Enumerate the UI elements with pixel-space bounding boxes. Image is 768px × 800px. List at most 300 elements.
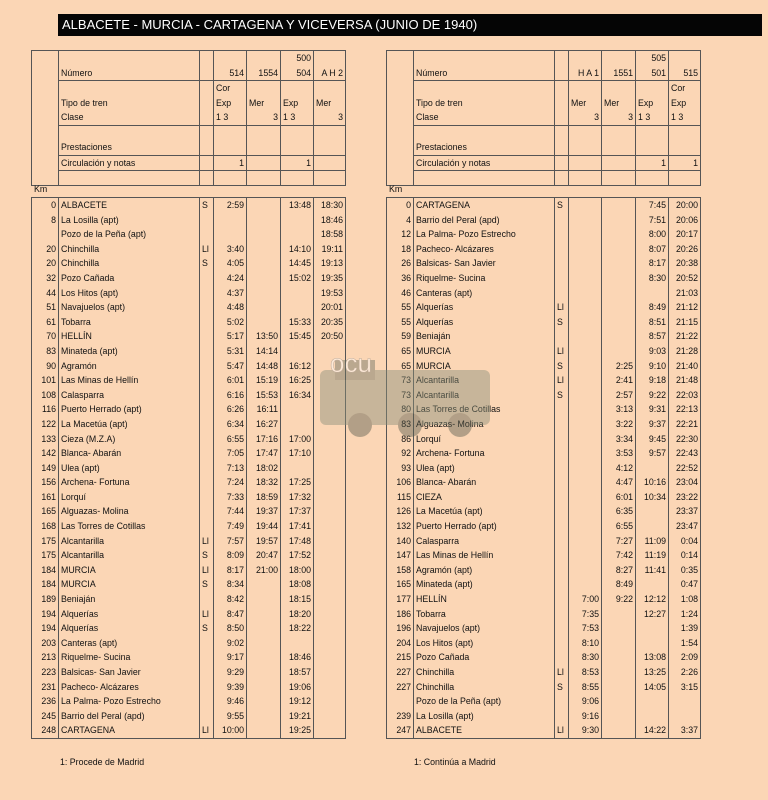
time-cell: 19:25 [281, 723, 314, 738]
header-row [32, 171, 346, 186]
table-row [32, 577, 346, 592]
time-cell: 3:34 [602, 432, 636, 447]
time-cell: 16:11 [247, 402, 281, 417]
km-cell: 73 [387, 388, 414, 403]
table-row [387, 300, 701, 315]
header-km-cell [32, 155, 59, 171]
time-cell: 18:46 [314, 213, 346, 228]
table-row [32, 242, 346, 257]
header-label [414, 171, 555, 186]
time-cell [569, 446, 602, 461]
km-cell: 194 [32, 621, 59, 636]
time-cell [569, 315, 602, 330]
header-train-cell [281, 81, 314, 96]
time-cell: 0:47 [669, 577, 701, 592]
station-name: Blanca- Abarán [59, 446, 200, 461]
table-row [32, 446, 346, 461]
time-cell [214, 227, 247, 242]
time-cell [281, 227, 314, 242]
header-train-cell [669, 125, 701, 140]
time-cell: 4:47 [602, 475, 636, 490]
table-row [32, 359, 346, 374]
time-cell: 19:37 [247, 504, 281, 519]
km-cell: 115 [387, 490, 414, 505]
station-name: Puerto Herrado (apt) [59, 402, 200, 417]
time-cell [314, 563, 346, 578]
km-cell: 59 [387, 329, 414, 344]
time-cell: 22:52 [669, 461, 701, 476]
time-cell [314, 577, 346, 592]
arrival-departure-mark [200, 709, 214, 724]
table-row [32, 475, 346, 490]
header-mark-cell [555, 155, 569, 171]
station-name: Calasparra [414, 534, 555, 549]
time-cell [602, 607, 636, 622]
time-cell: 2:26 [669, 665, 701, 680]
time-cell [602, 723, 636, 738]
header-train-cell [569, 51, 602, 66]
arrival-departure-mark [555, 475, 569, 490]
table-row [387, 592, 701, 607]
km-cell: 168 [32, 519, 59, 534]
arrival-departure-mark [555, 256, 569, 271]
table-row [387, 461, 701, 476]
header-train-cell: 1 3 [669, 110, 701, 125]
time-cell: 7:05 [214, 446, 247, 461]
header-train-cell [214, 51, 247, 66]
km-cell: 0 [387, 198, 414, 213]
time-cell: 9:37 [636, 417, 669, 432]
time-cell [569, 417, 602, 432]
km-cell: 46 [387, 286, 414, 301]
time-cell [281, 402, 314, 417]
time-cell: 6:35 [602, 504, 636, 519]
time-cell: 7:57 [214, 534, 247, 549]
station-name: Agramón (apt) [414, 563, 555, 578]
time-cell: 9:17 [214, 650, 247, 665]
table-row [32, 256, 346, 271]
header-train-cell [602, 140, 636, 155]
km-cell: 227 [387, 665, 414, 680]
header-mark-cell [200, 155, 214, 171]
time-cell [247, 592, 281, 607]
arrival-departure-mark: S [200, 256, 214, 271]
station-name: Canteras (apt) [414, 286, 555, 301]
arrival-departure-mark [200, 504, 214, 519]
arrival-departure-mark: S [200, 621, 214, 636]
arrival-departure-mark [200, 344, 214, 359]
header-row [387, 81, 701, 96]
arrival-departure-mark [555, 636, 569, 651]
time-cell: 19:44 [247, 519, 281, 534]
time-cell: 15:53 [247, 388, 281, 403]
time-cell [569, 344, 602, 359]
header-train-type: Exp [636, 96, 669, 111]
time-cell: 22:03 [669, 388, 701, 403]
time-cell: 2:59 [214, 198, 247, 213]
time-cell [314, 402, 346, 417]
time-cell: 23:22 [669, 490, 701, 505]
arrival-departure-mark [200, 446, 214, 461]
header-train-cell [602, 125, 636, 140]
header-row [32, 155, 346, 171]
station-name: Navajuelos (apt) [414, 621, 555, 636]
time-cell: 17:25 [281, 475, 314, 490]
header-label: Tipo de tren [59, 96, 200, 111]
arrival-departure-mark [200, 213, 214, 228]
table-row [32, 432, 346, 447]
table-row [32, 373, 346, 388]
km-cell: 4 [387, 213, 414, 228]
arrival-departure-mark: S [555, 198, 569, 213]
table-row [387, 504, 701, 519]
km-cell: 149 [32, 461, 59, 476]
km-cell: 36 [387, 271, 414, 286]
arrival-departure-mark [555, 607, 569, 622]
time-cell [569, 256, 602, 271]
header-km-cell [387, 110, 414, 125]
arrival-departure-mark [200, 694, 214, 709]
table-row [387, 534, 701, 549]
time-cell: 18:02 [247, 461, 281, 476]
arrival-departure-mark: S [555, 315, 569, 330]
header-train-cell [314, 125, 346, 140]
header-km-cell [32, 125, 59, 140]
time-cell: 14:22 [636, 723, 669, 738]
time-cell: 20:38 [669, 256, 701, 271]
time-cell: 9:16 [569, 709, 602, 724]
header-train-cell: 1 [214, 155, 247, 171]
time-cell: 9:39 [214, 680, 247, 695]
table-row [387, 286, 701, 301]
header-km-cell [387, 155, 414, 171]
time-cell: 7:33 [214, 490, 247, 505]
station-name: Riquelme- Sucina [59, 650, 200, 665]
time-cell: 19:21 [281, 709, 314, 724]
time-cell [602, 694, 636, 709]
time-cell [281, 417, 314, 432]
header-mark-cell [555, 140, 569, 155]
time-cell: 13:25 [636, 665, 669, 680]
station-name: ALBACETE [59, 198, 200, 213]
station-name: Las Torres de Cotillas [59, 519, 200, 534]
time-cell: 15:45 [281, 329, 314, 344]
arrival-departure-mark [200, 286, 214, 301]
time-cell [569, 388, 602, 403]
time-cell [569, 373, 602, 388]
time-cell: 17:32 [281, 490, 314, 505]
station-name: Puerto Herrado (apt) [414, 519, 555, 534]
station-name: Alguazas- Molina [59, 504, 200, 519]
time-cell: 4:05 [214, 256, 247, 271]
km-cell: 132 [387, 519, 414, 534]
time-cell [281, 300, 314, 315]
header-mark-cell [555, 110, 569, 125]
km-cell: 196 [387, 621, 414, 636]
km-cell: 247 [387, 723, 414, 738]
header-row [387, 171, 701, 186]
km-cell: 86 [387, 432, 414, 447]
time-cell: 9:45 [636, 432, 669, 447]
time-cell [247, 665, 281, 680]
time-cell [569, 198, 602, 213]
station-name: Los Hitos (apt) [59, 286, 200, 301]
time-cell [214, 213, 247, 228]
time-cell: 21:28 [669, 344, 701, 359]
time-cell: 5:47 [214, 359, 247, 374]
time-cell: 5:17 [214, 329, 247, 344]
header-mark-cell [200, 81, 214, 96]
arrival-departure-mark: Ll [555, 300, 569, 315]
time-cell [602, 242, 636, 257]
time-cell: 1:08 [669, 592, 701, 607]
arrival-departure-mark [555, 329, 569, 344]
table-row [387, 650, 701, 665]
station-name: Pozo Cañada [59, 271, 200, 286]
time-cell: 19:13 [314, 256, 346, 271]
header-train-cell [569, 81, 602, 96]
time-cell: 18:22 [281, 621, 314, 636]
table-row [387, 227, 701, 242]
header-train-cell [281, 171, 314, 186]
table-row [387, 519, 701, 534]
time-cell: 19:11 [314, 242, 346, 257]
station-name: Cieza (M.Z.A) [59, 432, 200, 447]
station-name: HELLÍN [414, 592, 555, 607]
time-cell: 7:13 [214, 461, 247, 476]
station-name: Alquerías [59, 607, 200, 622]
right-schedule [386, 197, 701, 739]
table-row [387, 709, 701, 724]
header-km-cell [32, 51, 59, 66]
time-cell: 17:00 [281, 432, 314, 447]
time-cell: 21:12 [669, 300, 701, 315]
arrival-departure-mark: Ll [200, 563, 214, 578]
station-name: Barrio del Peral (apd) [59, 709, 200, 724]
time-cell: 0:04 [669, 534, 701, 549]
station-name: CARTAGENA [59, 723, 200, 738]
time-cell [636, 636, 669, 651]
time-cell: 22:21 [669, 417, 701, 432]
station-name: Agramón [59, 359, 200, 374]
header-row [32, 81, 346, 96]
header-train-cell [247, 140, 281, 155]
arrival-departure-mark [555, 227, 569, 242]
header-mark-cell [555, 125, 569, 140]
station-name: Lorquí [414, 432, 555, 447]
time-cell [314, 359, 346, 374]
right-schedule-table [386, 197, 701, 739]
time-cell: 9:29 [214, 665, 247, 680]
arrival-departure-mark [200, 432, 214, 447]
time-cell [569, 286, 602, 301]
arrival-departure-mark [555, 621, 569, 636]
table-row [387, 213, 701, 228]
km-cell: 18 [387, 242, 414, 257]
time-cell: 15:33 [281, 315, 314, 330]
time-cell [314, 723, 346, 738]
header-mark-cell [555, 51, 569, 66]
table-row [387, 621, 701, 636]
time-cell: 20:26 [669, 242, 701, 257]
arrival-departure-mark [200, 519, 214, 534]
time-cell [569, 227, 602, 242]
header-mark-cell [200, 125, 214, 140]
table-row [32, 548, 346, 563]
station-name: Alcantarilla [59, 534, 200, 549]
station-name: Calasparra [59, 388, 200, 403]
km-cell: 126 [387, 504, 414, 519]
header-train-cell [636, 140, 669, 155]
header-train-cell: 3 [314, 110, 346, 125]
header-train-cell: 501 [636, 66, 669, 81]
time-cell [247, 213, 281, 228]
header-train-cell [247, 171, 281, 186]
header-train-cell [602, 171, 636, 186]
table-row [387, 388, 701, 403]
right-km-label: Km [389, 184, 403, 194]
table-row [387, 271, 701, 286]
table-row [387, 432, 701, 447]
time-cell: 13:08 [636, 650, 669, 665]
time-cell [569, 300, 602, 315]
km-cell: 186 [387, 607, 414, 622]
arrival-departure-mark [555, 577, 569, 592]
station-name: Las Minas de Hellín [414, 548, 555, 563]
km-cell: 165 [32, 504, 59, 519]
header-train-type-line1: Cor [669, 81, 701, 96]
time-cell: 18:00 [281, 563, 314, 578]
arrival-departure-mark: S [555, 680, 569, 695]
time-cell: 9:10 [636, 359, 669, 374]
km-cell: 101 [32, 373, 59, 388]
header-train-cell: A H 2 [314, 66, 346, 81]
header-row [387, 51, 701, 66]
time-cell [669, 709, 701, 724]
station-name: Canteras (apt) [59, 636, 200, 651]
header-km-cell [32, 81, 59, 96]
time-cell: 17:41 [281, 519, 314, 534]
time-cell: 9:02 [214, 636, 247, 651]
time-cell [314, 709, 346, 724]
km-cell: 142 [32, 446, 59, 461]
time-cell [247, 650, 281, 665]
header-label: Prestaciones [414, 140, 555, 155]
km-cell: 90 [32, 359, 59, 374]
time-cell: 20:17 [669, 227, 701, 242]
station-name: MURCIA [59, 577, 200, 592]
header-mark-cell [200, 51, 214, 66]
time-cell: 17:10 [281, 446, 314, 461]
time-cell: 19:06 [281, 680, 314, 695]
time-cell [314, 490, 346, 505]
header-km-cell [387, 96, 414, 111]
time-cell: 5:31 [214, 344, 247, 359]
header-train-cell [669, 171, 701, 186]
arrival-departure-mark [555, 490, 569, 505]
header-row [32, 66, 346, 81]
km-cell: 80 [387, 402, 414, 417]
arrival-departure-mark: Ll [200, 723, 214, 738]
station-name: Lorquí [59, 490, 200, 505]
time-cell [569, 490, 602, 505]
time-cell: 3:53 [602, 446, 636, 461]
time-cell: 15:02 [281, 271, 314, 286]
header-train-cell: 3 [569, 110, 602, 125]
station-name: Beniaján [414, 329, 555, 344]
header-km-cell [32, 66, 59, 81]
time-cell: 11:09 [636, 534, 669, 549]
time-cell [247, 315, 281, 330]
km-cell: 92 [387, 446, 414, 461]
header-mark-cell [200, 66, 214, 81]
header-label [59, 171, 200, 186]
time-cell [636, 286, 669, 301]
time-cell [281, 286, 314, 301]
time-cell: 7:27 [602, 534, 636, 549]
km-cell: 61 [32, 315, 59, 330]
time-cell [314, 650, 346, 665]
station-name: Balsicas- San Javier [59, 665, 200, 680]
time-cell [602, 709, 636, 724]
arrival-departure-mark [555, 461, 569, 476]
header-train-cell [247, 155, 281, 171]
time-cell [247, 709, 281, 724]
time-cell: 3:40 [214, 242, 247, 257]
time-cell [247, 256, 281, 271]
time-cell: 9:57 [636, 446, 669, 461]
time-cell [569, 475, 602, 490]
station-name: Tobarra [414, 607, 555, 622]
time-cell: 3:15 [669, 680, 701, 695]
header-train-type: Exp [281, 96, 314, 111]
time-cell [602, 315, 636, 330]
table-row [387, 563, 701, 578]
time-cell [247, 242, 281, 257]
time-cell [602, 198, 636, 213]
header-km-cell [387, 51, 414, 66]
left-header-table [31, 50, 346, 186]
header-label [414, 81, 555, 96]
station-name: Alguazas- Molina [414, 417, 555, 432]
time-cell: 19:12 [281, 694, 314, 709]
header-label: Tipo de tren [414, 96, 555, 111]
km-cell: 83 [32, 344, 59, 359]
time-cell: 7:51 [636, 213, 669, 228]
station-name: Chinchilla [414, 665, 555, 680]
time-cell [569, 213, 602, 228]
arrival-departure-mark [200, 461, 214, 476]
table-row [32, 490, 346, 505]
table-row [387, 329, 701, 344]
time-cell [669, 694, 701, 709]
km-cell: 20 [32, 256, 59, 271]
km-cell: 236 [32, 694, 59, 709]
header-row [387, 110, 701, 125]
time-cell: 8:10 [569, 636, 602, 651]
station-name: Minateda (apt) [59, 344, 200, 359]
time-cell: 8:09 [214, 548, 247, 563]
header-train-cell [247, 51, 281, 66]
km-cell: 116 [32, 402, 59, 417]
time-cell [602, 271, 636, 286]
table-row [387, 315, 701, 330]
km-cell: 0 [32, 198, 59, 213]
header-train-cell [569, 155, 602, 171]
time-cell: 21:03 [669, 286, 701, 301]
table-row [32, 665, 346, 680]
km-cell [387, 694, 414, 709]
